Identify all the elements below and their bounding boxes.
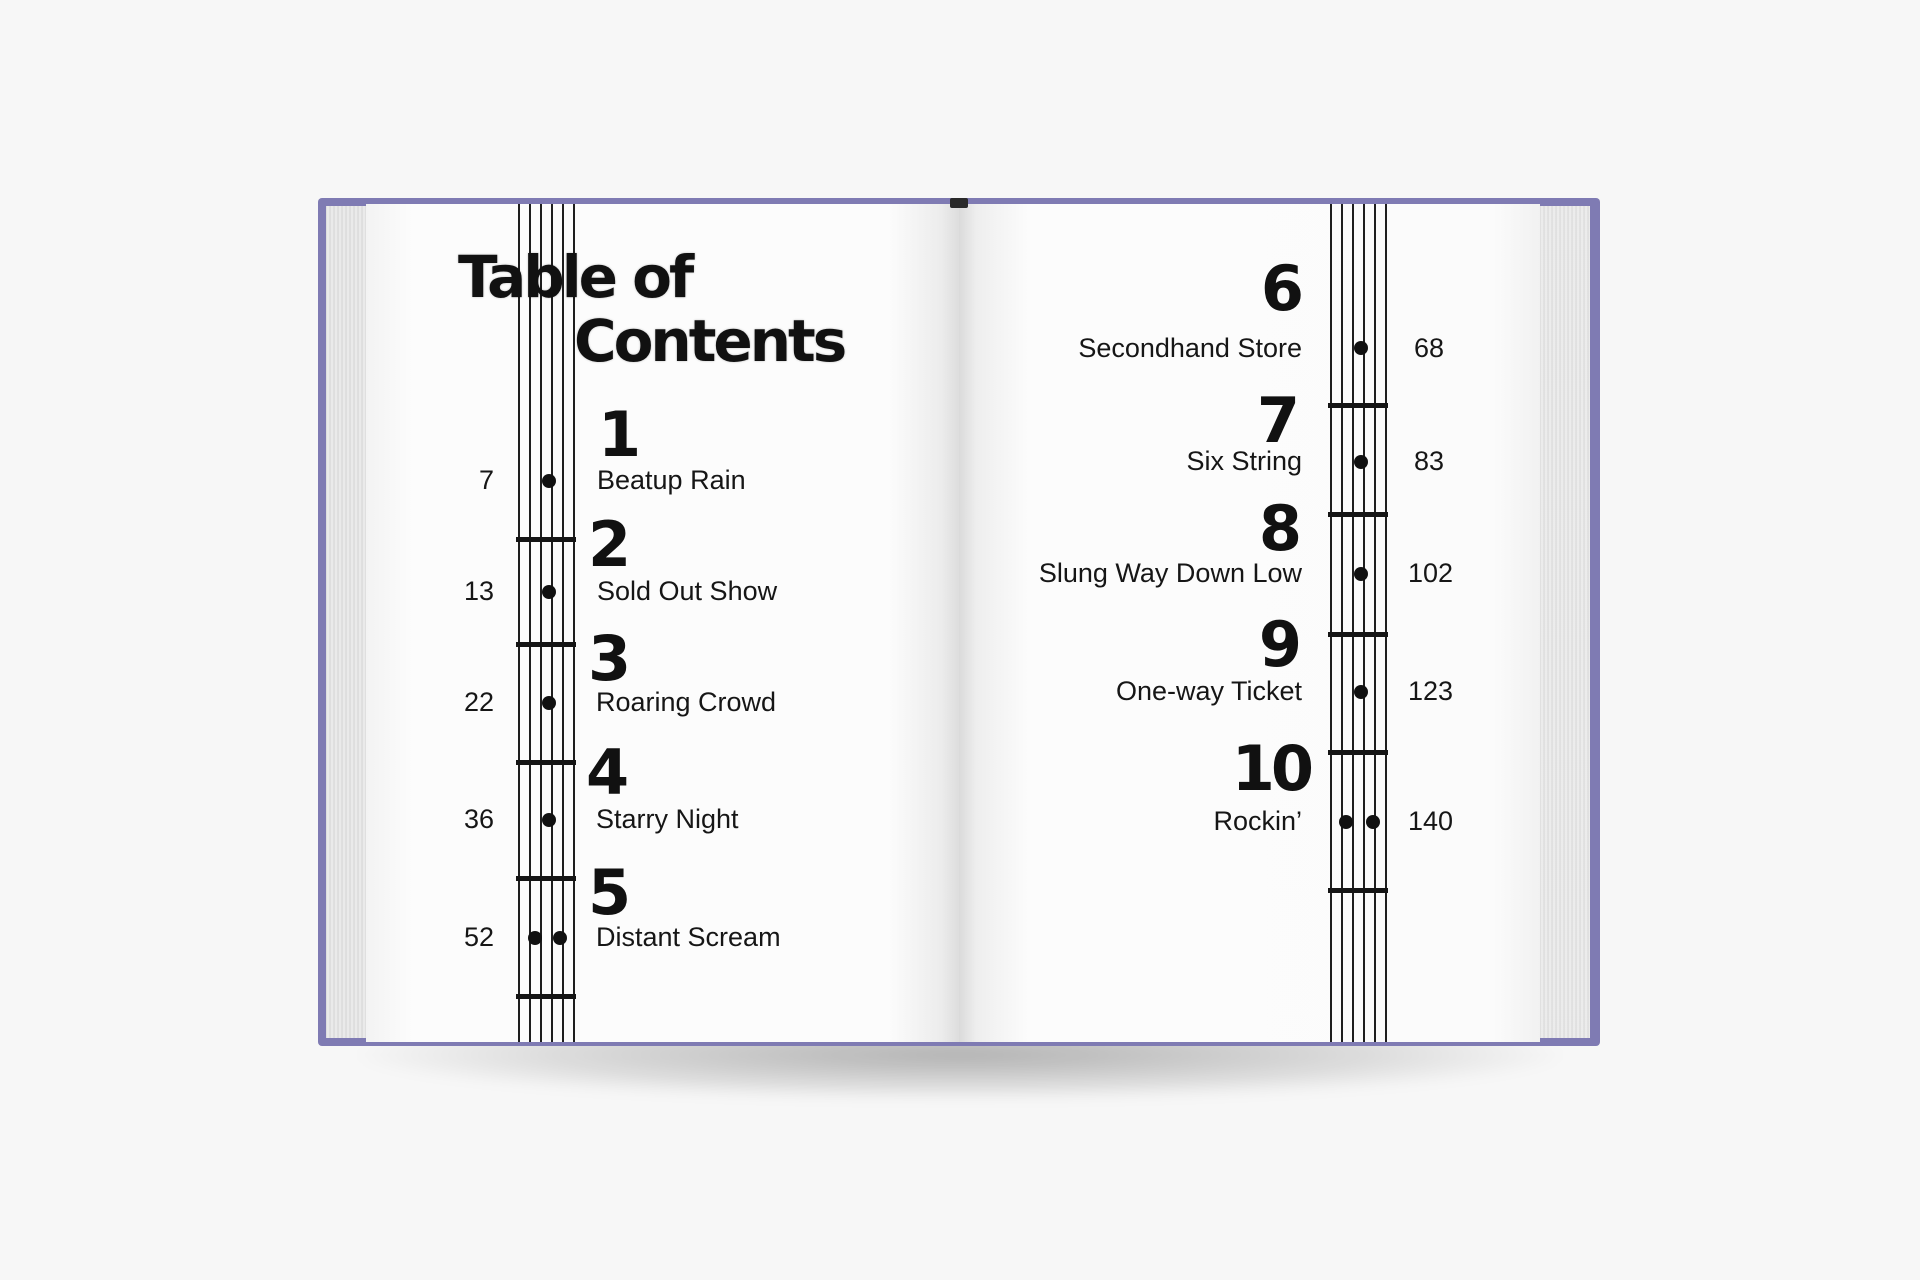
neck-string bbox=[551, 204, 553, 1042]
neck-string bbox=[1330, 204, 1332, 1042]
chapter-number: 10 bbox=[1231, 732, 1310, 805]
chapter-title: Starry Night bbox=[596, 804, 739, 834]
fret-dot bbox=[542, 696, 556, 710]
neck-string bbox=[1352, 204, 1354, 1042]
chapter-number: 4 bbox=[586, 736, 626, 809]
book-spine-gutter bbox=[950, 198, 968, 208]
page-edges-left bbox=[326, 206, 370, 1038]
neck-string bbox=[1341, 204, 1343, 1042]
fret-dot bbox=[1354, 341, 1368, 355]
chapter-number: 7 bbox=[1256, 384, 1296, 457]
fret-dot bbox=[1354, 455, 1368, 469]
neck-string bbox=[1363, 204, 1365, 1042]
chapter-title: Rockin’ bbox=[1213, 806, 1302, 836]
toc-title-line1: Table of bbox=[458, 243, 692, 311]
chapter-title: Slung Way Down Low bbox=[1038, 558, 1302, 588]
neck-string bbox=[540, 204, 542, 1042]
fret-dot bbox=[542, 585, 556, 599]
chapter-page: 102 bbox=[1408, 558, 1454, 588]
toc-title-line2: Contents bbox=[574, 307, 845, 375]
chapter-number: 6 bbox=[1260, 252, 1300, 325]
chapter-title: Sold Out Show bbox=[597, 576, 778, 606]
neck-fret bbox=[1328, 750, 1388, 755]
neck-fret bbox=[516, 537, 576, 542]
chapter-title: One-way Ticket bbox=[1115, 676, 1302, 706]
neck-fret bbox=[516, 642, 576, 647]
fret-dot bbox=[553, 931, 567, 945]
chapter-number: 8 bbox=[1258, 492, 1298, 565]
neck-string bbox=[518, 204, 520, 1042]
chapter-page: 140 bbox=[1408, 806, 1454, 836]
chapter-number: 1 bbox=[598, 398, 638, 471]
neck-string bbox=[1385, 204, 1387, 1042]
fret-dot bbox=[1354, 685, 1368, 699]
chapter-page: 13 bbox=[463, 576, 494, 606]
fret-dot bbox=[542, 474, 556, 488]
page-edges-right bbox=[1536, 206, 1590, 1038]
fret-dot bbox=[1366, 815, 1380, 829]
chapter-number: 2 bbox=[588, 508, 628, 581]
chapter-title: Beatup Rain bbox=[597, 465, 746, 495]
chapter-number: 5 bbox=[588, 856, 628, 929]
neck-fret bbox=[1328, 888, 1388, 893]
neck-string bbox=[529, 204, 531, 1042]
chapter-title: Six String bbox=[1186, 446, 1302, 476]
neck-fret bbox=[1328, 403, 1388, 408]
fret-dot bbox=[542, 813, 556, 827]
fret-dot bbox=[528, 931, 542, 945]
chapter-page: 7 bbox=[478, 465, 494, 495]
fret-dot bbox=[1354, 567, 1368, 581]
neck-fret bbox=[1328, 632, 1388, 637]
chapter-number: 9 bbox=[1258, 608, 1298, 681]
neck-fret bbox=[516, 760, 576, 765]
chapter-page: 68 bbox=[1414, 333, 1445, 363]
neck-fret bbox=[516, 876, 576, 881]
chapter-title: Distant Scream bbox=[596, 922, 781, 952]
neck-string bbox=[1374, 204, 1376, 1042]
guitar-neck-right bbox=[1330, 204, 1390, 1042]
chapter-page: 83 bbox=[1414, 446, 1445, 476]
guitar-neck-left bbox=[518, 204, 578, 1042]
fret-dot bbox=[1339, 815, 1353, 829]
chapter-page: 52 bbox=[463, 922, 494, 952]
chapter-page: 123 bbox=[1408, 676, 1454, 706]
chapter-number: 3 bbox=[588, 622, 628, 695]
chapter-title: Roaring Crowd bbox=[596, 687, 777, 717]
chapter-page: 22 bbox=[463, 687, 494, 717]
neck-fret bbox=[516, 994, 576, 999]
neck-string bbox=[562, 204, 564, 1042]
neck-fret bbox=[1328, 512, 1388, 517]
chapter-page: 36 bbox=[463, 804, 494, 834]
chapter-title: Secondhand Store bbox=[1078, 333, 1302, 363]
